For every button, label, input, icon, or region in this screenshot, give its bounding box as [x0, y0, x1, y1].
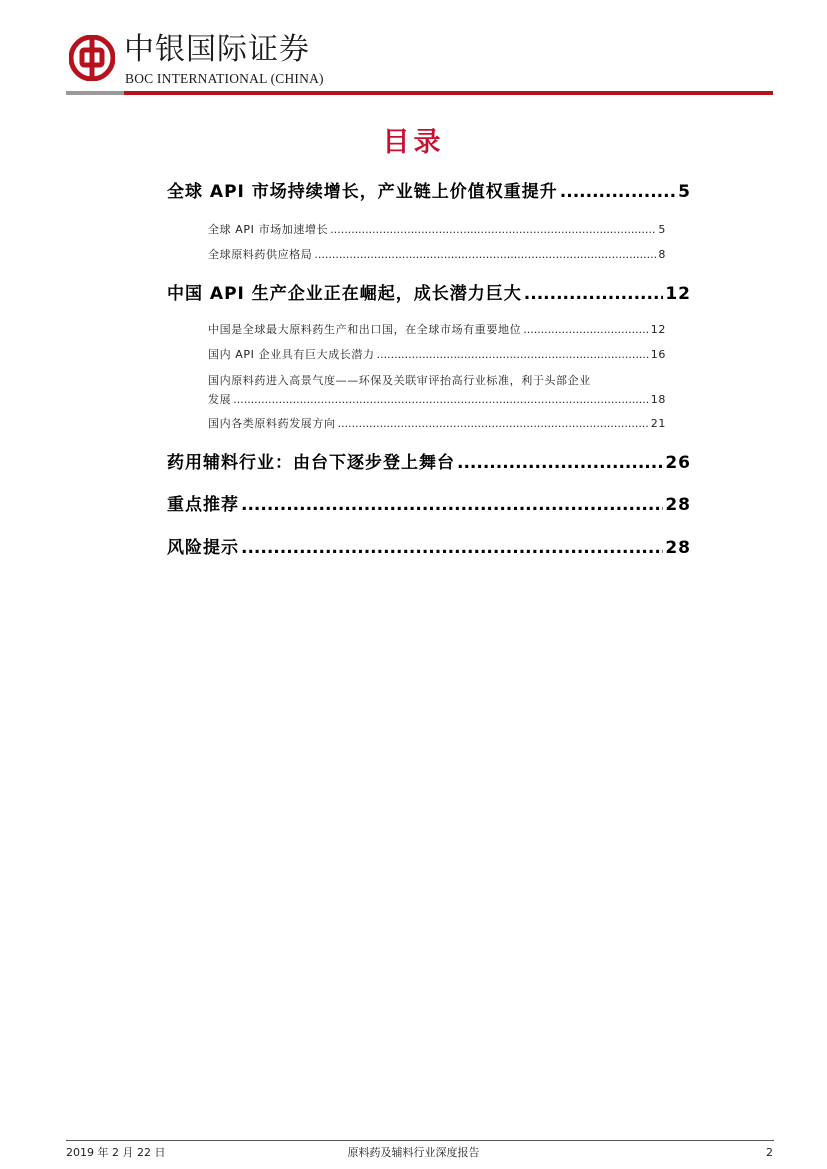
toc-leader-dots	[560, 181, 676, 203]
toc-entry-page: 16	[650, 348, 666, 361]
toc-entry-page: 28	[665, 495, 691, 515]
toc-leader-dots	[338, 416, 649, 432]
toc-leader-dots	[330, 222, 656, 238]
toc-entry[interactable]	[167, 283, 691, 305]
header-rule-red	[124, 91, 773, 95]
toc-leader-dots	[377, 347, 649, 363]
toc-subentry[interactable]	[208, 222, 666, 238]
toc-leader-dots	[241, 537, 663, 559]
brand-name-en: BOC INTERNATIONAL (CHINA)	[125, 71, 324, 86]
toc-entry-text: 国内 API 企业具有巨大成长潜力	[208, 348, 375, 361]
toc-entry-page: 5	[658, 223, 666, 236]
toc-title: 目录	[382, 127, 445, 158]
toc-entry-text: 国内原料药进入高景气度——环保及关联审评抬高行业标准，利于头部企业	[208, 374, 591, 387]
toc-leader-dots	[524, 283, 664, 305]
toc-entry-text: 中国是全球最大原料药生产和出口国，在全球市场有重要地位	[208, 323, 522, 336]
brand-name-cn: 中银国际证券	[124, 32, 310, 67]
footer-report-title: 原料药及辅料行业深度报告	[347, 1146, 480, 1159]
toc-entry-text: 药用辅料行业：由台下逐步登上舞台	[167, 453, 455, 473]
toc-subentry[interactable]	[208, 322, 666, 338]
toc-entry[interactable]	[167, 452, 691, 474]
toc-subentry[interactable]	[208, 247, 666, 263]
toc-entry-text-cont: 发展	[208, 393, 232, 406]
boc-logo-icon	[69, 35, 115, 81]
toc-entry-page: 21	[650, 417, 666, 430]
toc-entry[interactable]	[167, 494, 691, 516]
toc-subentry-line1[interactable]	[208, 373, 666, 389]
toc-entry-page: 18	[650, 393, 666, 406]
toc-entry-text: 全球 API 市场加速增长	[208, 223, 329, 236]
toc-subentry[interactable]	[208, 347, 666, 363]
page-header	[0, 0, 827, 100]
toc-entry-text: 国内各类原料药发展方向	[208, 417, 336, 430]
toc-entry-text: 重点推荐	[167, 495, 239, 515]
footer-rule	[66, 1140, 774, 1141]
footer-date: 2019 年 2 月 22 日	[66, 1146, 166, 1159]
toc-entry-page: 5	[678, 182, 691, 202]
toc-entry-text: 风险提示	[167, 538, 239, 558]
toc-leader-dots	[457, 452, 663, 474]
toc-entry-page: 26	[665, 453, 691, 473]
toc-entry-text: 全球 API 市场持续增长，产业链上价值权重提升	[167, 182, 558, 202]
toc-entry-page: 12	[650, 323, 666, 336]
header-rule-gray	[66, 91, 124, 95]
toc-subentry[interactable]	[208, 416, 666, 432]
footer-page-number: 2	[766, 1146, 773, 1159]
toc-entry-page: 8	[658, 248, 666, 261]
toc-leader-dots	[233, 392, 649, 408]
toc-leader-dots	[314, 247, 656, 263]
toc-leader-dots	[241, 494, 663, 516]
toc-entry-page: 28	[665, 538, 691, 558]
toc-entry[interactable]	[167, 537, 691, 559]
toc-subentry[interactable]	[208, 392, 666, 408]
toc-entry-page: 12	[665, 284, 691, 304]
toc-entry-text: 全球原料药供应格局	[208, 248, 313, 261]
toc-entry-text: 中国 API 生产企业正在崛起，成长潜力巨大	[167, 284, 522, 304]
toc-entry[interactable]	[167, 181, 691, 203]
toc-leader-dots	[523, 322, 649, 338]
